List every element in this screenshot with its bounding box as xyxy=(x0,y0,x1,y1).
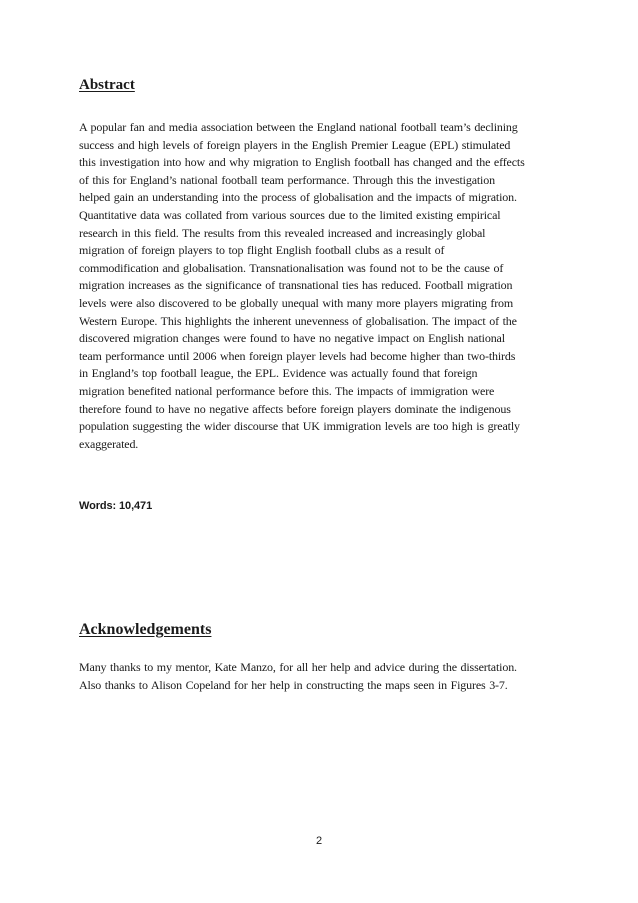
abstract-line: of this for England’s national football team performance. Through this the investigation xyxy=(79,172,495,187)
acknowledgements-line: Also thanks to Alison Copeland for her help in constructing the maps seen in Figures 3-7. xyxy=(79,677,508,692)
abstract-line: discovered migration changes were found to have no negative impact on English national xyxy=(79,331,505,346)
abstract-line: success and high levels of foreign players in the English Premier League (EPL) stimulated xyxy=(79,137,511,152)
abstract-line: this investigation into how and why migration to English football has changed and the effects xyxy=(79,155,525,170)
abstract-heading: Abstract xyxy=(79,77,135,93)
abstract-line: exaggerated. xyxy=(79,436,139,451)
page-number: 2 xyxy=(315,835,323,847)
abstract-line: A popular fan and media association between the England national football team’s declining xyxy=(79,120,518,134)
abstract-line: Quantitative data was collated from various sources due to the limited existing empirical xyxy=(79,207,501,222)
word-count: Words: 10,471 xyxy=(79,500,153,512)
acknowledgements-paragraph xyxy=(79,659,569,694)
abstract-line: in England’s top football league, the EPL. Evidence was actually found that foreign xyxy=(79,366,478,381)
abstract-line: migration of foreign players to top flight English football clubs as a result of xyxy=(79,243,445,258)
abstract-line: Western Europe. This highlights the inherent unevenness of globalisation. The impact of the xyxy=(79,313,517,328)
abstract-line: levels were also discovered to be globally unequal with many more players migrating from xyxy=(79,295,514,310)
abstract-line: team performance until 2006 when foreign player levels had become higher than two-thirds xyxy=(79,348,516,363)
acknowledgements-heading: Acknowledgements xyxy=(79,621,212,638)
abstract-line: migration benefited national performance before this. The impacts of immigration were xyxy=(79,383,495,398)
abstract-line: research in this field. The results from this revealed increased and increasingly global xyxy=(79,225,486,240)
abstract-line: helped gain an understanding into the process of globalisation and the impacts of migration. xyxy=(79,190,517,205)
abstract-line: commodification and globalisation. Transnationalisation was found not to be the cause of xyxy=(79,260,504,275)
abstract-line: migration increases as the significance of transnational ties has reduced. Football migration xyxy=(79,278,513,293)
abstract-line: therefore found to have no negative affects before foreign players dominate the indigenous xyxy=(79,401,511,416)
acknowledgements-line: Many thanks to my mentor, Kate Manzo, for all her help and advice during the dissertation. xyxy=(79,660,517,674)
abstract-paragraph xyxy=(79,119,569,453)
abstract-line: population suggesting the wider discourse that UK immigration levels are too high is greatly xyxy=(79,419,520,434)
